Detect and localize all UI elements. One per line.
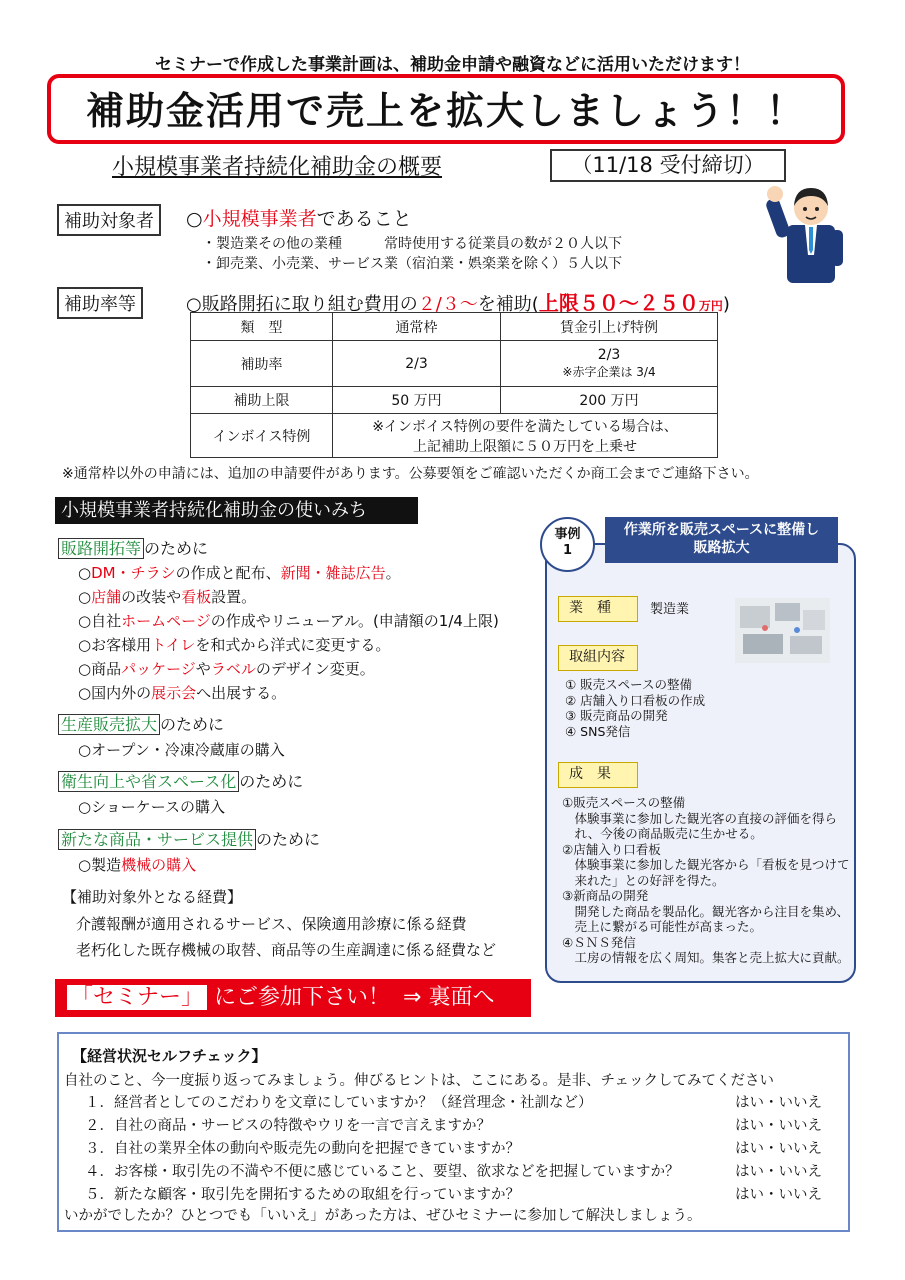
- headline: 補助金活用で売上を拡大しましょう！！: [85, 89, 806, 133]
- category-label: 衛生向上や省スペース化: [58, 771, 239, 792]
- overview-title: 小規模事業者持続化補助金の概要: [112, 155, 443, 180]
- industry-tag: 業 種: [558, 596, 638, 622]
- check-question: ２．自社の商品・サービスの特徴やウリを一言で言えますか？: [85, 1118, 491, 1134]
- rate-text: を補助(: [477, 294, 539, 315]
- table-cell: [501, 341, 718, 387]
- case-badge: 事例 1: [540, 517, 595, 572]
- rate-limit: 上限５０～２５０: [538, 291, 699, 315]
- check-answer[interactable]: はい・いいえ: [735, 1095, 822, 1111]
- table-cell: インボイス特例: [191, 414, 333, 458]
- list-item: ○お客様用トイレを和式から洋式に変更する。: [78, 636, 391, 654]
- category-sales: [58, 536, 208, 559]
- table-cell: 2/3: [333, 341, 501, 387]
- rate-table: [190, 312, 718, 458]
- check-answer[interactable]: はい・いいえ: [735, 1164, 822, 1180]
- table-cell-text: 上記補助上限額に５０万円を上乗せ: [413, 438, 637, 455]
- target-bullet: ・卸売業、小売業、サービス業（宿泊業・娯楽業を除く）５人以下: [202, 256, 622, 272]
- check-answer[interactable]: はい・いいえ: [735, 1187, 822, 1203]
- rate-text: ○販路開拓に取り組む費用の: [186, 294, 418, 315]
- category-suffix: のために: [256, 830, 321, 849]
- check-answer[interactable]: はい・いいえ: [735, 1118, 822, 1134]
- table-cell: [333, 414, 718, 458]
- category-new-products: [58, 827, 320, 850]
- category-label: 新たな商品・サービス提供: [58, 829, 256, 850]
- category-suffix: のために: [160, 715, 225, 734]
- target-highlight: 小規模事業者: [202, 208, 317, 230]
- category-label: 生産販売拡大: [58, 714, 160, 735]
- table-cell: 50 万円: [333, 387, 501, 414]
- table-header: 類 型: [191, 313, 333, 341]
- list-item: ○自社ホームページの作成やリニューアル。(申請額の1/4上限): [78, 612, 499, 630]
- table-cell: 200 万円: [501, 387, 718, 414]
- seminar-label: 「セミナー」: [67, 985, 207, 1010]
- table-cell: 補助率: [191, 341, 333, 387]
- application-note: ※通常枠以外の申請には、追加の申請要件があります。公募要領をご確認いただくか商工会までご連絡下さい。: [62, 466, 759, 482]
- check-question: ５．新たな顧客・取引先を開拓するための取組を行っていますか？: [85, 1187, 520, 1203]
- excluded-item: 老朽化した既存機械の取替、商品等の生産調達に係る経費など: [76, 941, 497, 959]
- target-prefix: ○: [186, 208, 203, 230]
- seminar-arrow: ⇒ 裏面へ: [403, 985, 495, 1010]
- list-item: ○オープン・冷凍冷蔵庫の購入: [78, 741, 285, 759]
- seminar-text: にご参加下さい！: [214, 985, 391, 1010]
- table-cell-note: ※赤字企業は 3/4: [562, 365, 656, 379]
- table-header: 賃金引上げ特例: [501, 313, 718, 341]
- category-production: [58, 712, 224, 735]
- table-cell-text: ※インボイス特例の要件を満たしている場合は、: [372, 418, 678, 435]
- table-row: [191, 414, 718, 458]
- seminar-banner[interactable]: [55, 979, 531, 1017]
- self-check-closing: いかがでしたか？ひとつでも「いいえ」があった方は、ぜひセミナーに参加して解決しましょう。: [64, 1208, 702, 1224]
- table-header-row: [191, 313, 718, 341]
- actions-list: ① 販売スペースの整備 ② 店舗入り口看板の作成 ③ 販売商品の開発 ④ SNS発信: [565, 677, 706, 739]
- top-message: セミナーで作成した事業計画は、補助金申請や融資などに活用いただけます！: [155, 55, 750, 75]
- results-tag: 成 果: [558, 762, 638, 788]
- rate-unit: 万円: [698, 299, 723, 313]
- check-question: ３．自社の業界全体の動向や販売先の動向を把握できていますか？: [85, 1141, 520, 1157]
- target-label: 補助対象者: [57, 204, 161, 236]
- list-item: ○DM・チラシの作成と配布、新聞・雑誌広告。: [78, 564, 401, 582]
- self-check-intro: 自社のこと、今一度振り返ってみましょう。伸びるヒントは、ここにある。是非、チェックしてみてください: [64, 1073, 775, 1089]
- excluded-item: 介護報酬が適用されるサービス、保険適用診療に係る経費: [76, 915, 467, 933]
- target-bullet: ・製造業その他の業種 常時使用する従業員の数が２０人以下: [202, 236, 622, 252]
- list-item: ○商品パッケージやラベルのデザイン変更。: [78, 660, 375, 678]
- list-item: ○国内外の展示会へ出展する。: [78, 684, 287, 702]
- uses-title: 小規模事業者持続化補助金の使いみち: [55, 497, 418, 524]
- industry-value: 製造業: [650, 602, 690, 617]
- table-cell-value: 2/3: [597, 347, 621, 363]
- check-answer[interactable]: はい・いいえ: [735, 1141, 822, 1157]
- table-cell: 補助上限: [191, 387, 333, 414]
- target-suffix: であること: [316, 208, 412, 230]
- self-check-title: 【経営状況セルフチェック】: [72, 1047, 267, 1065]
- rate-label: 補助率等: [57, 287, 143, 319]
- check-question: １．経営者としてのこだわりを文章にしていますか？（経営理念・社訓など）: [85, 1095, 593, 1111]
- businessman-illustration: [765, 170, 855, 285]
- list-item: ○店舗の改装や看板設置。: [78, 588, 257, 606]
- shop-illustration: [735, 598, 830, 663]
- results-list: ①販売スペースの整備 体験事業に参加した観光客の直接の評価を得ら れ、今後の商品販売に生かせる。 ②店舗入り口看板 体験事業に参加した観光客から「看板を見つけて 来れた」との好評を得た。 ③新商品の開発 開発した商品を製品化。観光客から注目を集め、 売上に繋がる可能性が高まった。 ④ＳＮＳ発信 工房の情報を広く周知。集客と売上拡大に貢献。: [562, 795, 850, 965]
- check-question: ４．お客様・取引先の不満や不便に感じていること、要望、欲求などを把握していますか？: [85, 1164, 680, 1180]
- case-title: 作業所を販売スペースに整備し 販路拡大: [605, 517, 838, 563]
- list-item: ○ショーケースの購入: [78, 798, 226, 816]
- actions-tag: 取組内容: [558, 645, 638, 671]
- category-label: 販路開拓等: [58, 538, 144, 559]
- category-suffix: のために: [239, 772, 304, 791]
- list-item: ○製造機械の購入: [78, 856, 197, 874]
- category-suffix: のために: [144, 539, 209, 558]
- excluded-title: 【補助対象外となる経費】: [62, 888, 243, 906]
- deadline-box: （11/18 受付締切）: [550, 149, 786, 182]
- table-row: [191, 341, 718, 387]
- rate-fraction: ２/３～: [417, 294, 478, 315]
- category-hygiene: [58, 769, 303, 792]
- target-line: [186, 204, 412, 231]
- table-row: [191, 387, 718, 414]
- rate-text: ): [722, 294, 730, 315]
- table-header: 通常枠: [333, 313, 501, 341]
